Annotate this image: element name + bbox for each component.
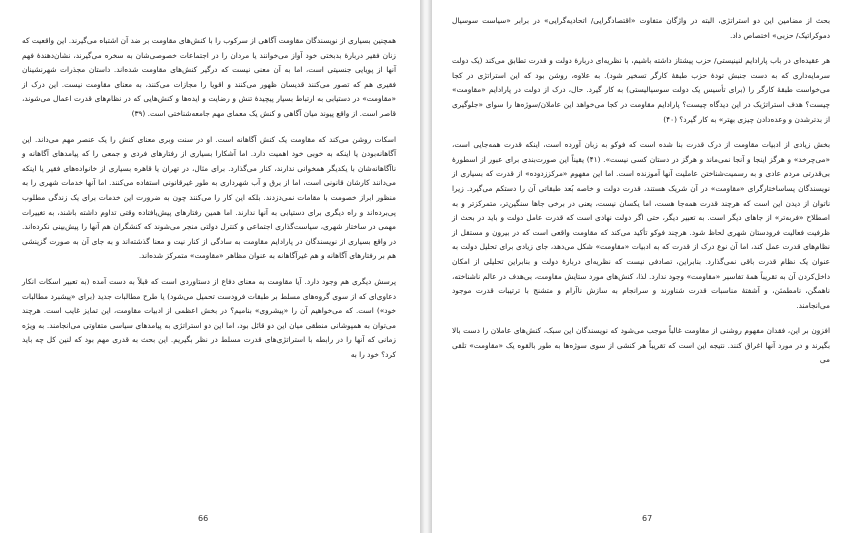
right-paragraph-1: بحث از مضامین این دو استراتژی، البته در واژگان متفاوت «اقتصادگرایی/ اتحادیه‌گرایی» در برابر «سیاست سوسیال دموکراتیک/ حزبی» اختصاص داد. — [452, 16, 830, 40]
left-page-number: 66 — [198, 514, 209, 523]
right-paragraph-3: بخش زیادی از ادبیات مقاومت از درک قدرت بنا شده است که فوکو به زبان آورده است، اینکه قدرت همه‌جایی است، «می‌چرخد» و هرگز اینجا و آنجا نمی‌ماند و هرگز در دستان کسی نیست». (۴۱) یقیناً این صورت‌بندی برای عبور از اسطورهٔ بی‌قدرتی مردم عادی و به رسمیت‌شناختن عاملیت آنها آموزنده است. اما این مفهوم «مرکززدوده» از قدرت که بسیاری از نویسندگان پساساختارگرای «مقاومت» در آن شریک هستند، قدرت دولت و خاصه بُعد طبقاتی آن را دستکم می‌گیرد. زیرا ناتوان از دیدن این است که هرچند قدرت همه‌جا هست، اما یکسان نیست، یعنی در برخی جاها سنگین‌تر، متمرکزتر و به اصطلاح «فربه‌تر» از جاهای دیگر است. به تعبیر دیگر، حتی اگر دولت نهادی است که قدرت عامل دولت و باید در بحث از ظرفیت فعالیت فرودستان شهری لحاظ شود. هرچند فوکو تأکید می‌کند که مقاومت واقعی است که در بیرون و مستقل از نظام‌های قدرت عمل کند، اما آن نوع درک از قدرت که به ادبیات «مقاومت» شکل می‌دهد، جای زیادی برای تحلیل دولت به عنوان یک نظام قدرت باقی نمی‌گذارد. بنابراین، تصادفی نیست که نظریه‌ای دربارهٔ دولت و بنابراین تحلیلی از امکان داخل‌کردن آن به تقریباً همهٔ تفاسیر «مقاومت» وجود ندارد. لذا، کنش‌های مورد ستایش مقاومت، بی‌هدف در عالم ناشناخته، ناهمگن، نامطمئن، و آشفتهٔ مناسبات قدرت شناورند و سرانجام به سازش ناآرام و متشنج با ترتیبات قدرت موجود می‌انجامند. — [452, 140, 830, 310]
book-gutter — [420, 0, 432, 533]
right-paragraph-2: هر عقیده‌ای در باب پارادایم لنینیستی/ حزب پیشتاز داشته باشیم، با نظریه‌ای دربارهٔ دولت و قدرت تطابق می‌کند (یک دولت سرمایه‌داری که به دست جنبش تودهٔ حزب طبقهٔ کارگر تسخیر شود). به علاوه، روشن بود که این استراتژی در کجا می‌خواست طبقهٔ کارگر را (برای تأسیس یک دولت سوسیالیستی) به کار گیرد. حال، درک از دولت در پارادایم «مقاومت» چیست؟ هدف استراتژیک در این دیدگاه چیست؟ پارادایم مقاومت در کجا می‌خواهد این عاملان/سوژه‌ها را سوای «جلوگیری از بدترشدن و وعده‌دادن چیزی بهتر» به کار گیرد؟ (۴۰) — [452, 56, 830, 124]
right-page — [432, 0, 852, 533]
left-paragraph-2: اسکات روشن می‌کند که مقاومت یک کنش آگاهانه است. او در سنت وبری معنای کنش را یک عنصر مهم می‌داند. این آگاهانه‌بودن یا اینکه به خوبی خود اهمیت دارد. اما آشکارا بسیاری از رفتارهای فردی و جمعی را که پیامدهای آگاهانه و ناآگاهانه‌شان با یکدیگر همخوانی ندارند، کنار می‌گذارد. برای مثال، در تهران یا قاهره بسیاری از خانواده‌های فقیر یا اینکه می‌دانند کارشان قانونی است، اما از برق و آب شهرداری به طور غیرقانونی استفاده می‌کنند. اما آنها خدمات شهری را به منظور ابراز خصومت با مقامات نمی‌دزدند. بلکه این کار را می‌کنند چون به ضرورت این خدمات برای یک زندگی مطلوب پی‌برده‌اند و راه دیگری برای دستیابی به آنها ندارند. اما همین رفتارهای پیش‌یافتاده وقتی تداوم داشته باشند، به تغییرات مهمی در ساختار شهری، سیاست‌گذاری اجتماعی و کنترل دولتی منجر می‌شوند که کنشگران هم آنها را پیش‌بینی نکرده‌اند. در واقع بسیاری از نویسندگان در پارادایم مقاومت به سادگی از کنار نیت و معنا گذشته‌اند و به جای آن به صورت گزینشی هم بر رفتارهای آگاهانه و هم غیرآگاهانه به عنوان مظاهر «مقاومت» متمرکز شده‌اند. — [22, 134, 396, 261]
left-page — [0, 0, 420, 533]
right-page-number: 67 — [642, 514, 653, 523]
left-paragraph-1: همچنین بسیاری از نویسندگان مقاومت آگاهی از سرکوب را با کنش‌های مقاومت بر ضد آن اشتباه می‌گیرند. این واقعیت که زنان فقیر دربارهٔ بدبختی خود آواز می‌خوانند یا مردان را در اجتماعات خصوصی‌شان به سخره می‌گیرند، نشان‌دهندهٔ فهم آنها از پویایی جنسیتی است، اما به آن معنی نیست که درگیر کنش‌های مقاومت شده‌اند. داستان مجذرات شهرنشینان فقیری هم که تصور می‌کنند قدیسان ظهور می‌کنند و اقویا را مجازات می‌کنند، به معنای مقاومت نیست. این درک از «مقاومت» در دستیابی به ارتباط بسیار پیچیدهٔ تنش و رضایت و ایده‌ها و کنش‌هایی که در نظام‌های قدرت اعمال می‌شوند، قاصر است. از واقع پیوند میان آگاهی و کنش یک معمای مهم جامعه‌شناختی است. (۳۹) — [22, 36, 396, 118]
left-paragraph-3: پرسش دیگری هم وجود دارد. آیا مقاومت به معنای دفاع از دستاوردی است که قبلاً به دست آمده (به تعبیر اسکات انکار دعاوی‌ای که از سوی گروه‌های مسلط بر طبقات فرودست تحمیل می‌شود) یا طرح مطالبات جدید (برای «پیشبرد مطالبات خود») است. که می‌خواهیم آن را «پیشروی» بنامیم؟ در بخش اعظمی از ادبیات مقاومت، این تمایز غایب است. هرچند می‌توان به همپوشانی منطقی میان این دو قائل بود، اما این دو استراتژی به پیامدهای سیاسی متفاوتی می‌انجامند. به ویژه زمانی که آنها را در رابطه با استراتژی‌های قدرت مسلط در نظر بگیریم. این بحث به قدری مهم بود که لنین کل چه باید کرد؟ خود را به — [22, 276, 396, 359]
right-paragraph-4: افزون بر این، فقدان مفهوم روشنی از مقاومت غالباً موجب می‌شود که نویسندگان این سبک، کنش‌های عاملان را دست بالا بگیرند و در مورد آنها اغراق کنند. نتیجه این است که تقریباً هر کنشی از سوی سوژه‌ها به طور بالقوه یک «مقاومت» تلقی می‌ — [452, 326, 830, 365]
